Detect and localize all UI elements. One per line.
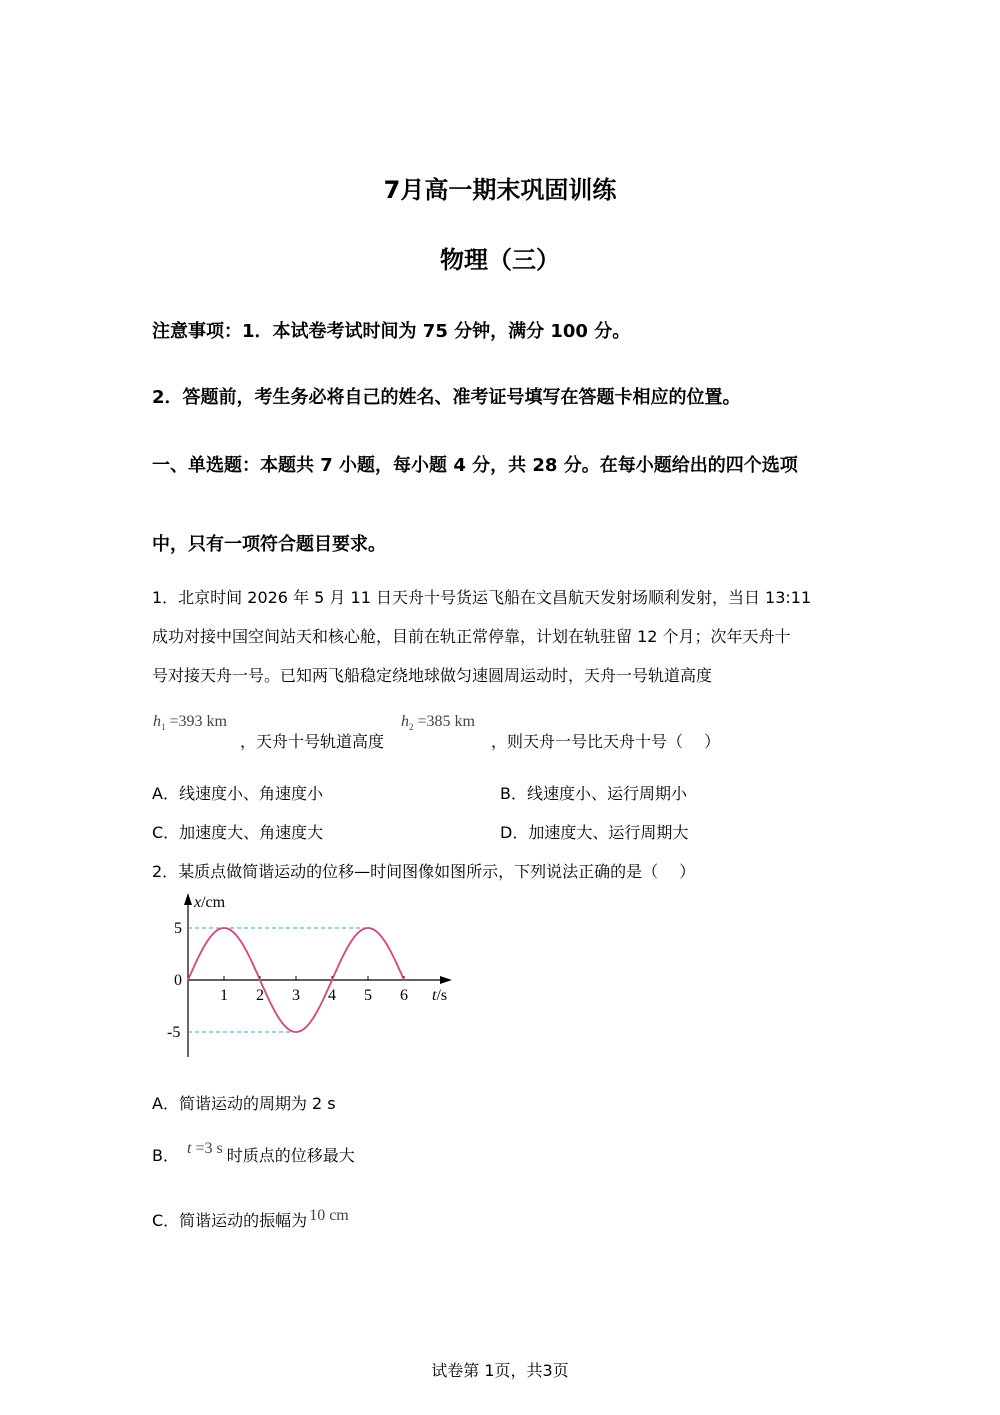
q1-stem-line-3: 号对接天舟一号。已知两飞船稳定绕地球做匀速圆周运动时，天舟一号轨道高度 [152, 666, 713, 685]
y-tick-label: -5 [167, 1024, 181, 1041]
q2-option-b-suffix: 时质点的位移最大 [226, 1146, 355, 1165]
y-axis-label: x/cm [194, 894, 226, 911]
x-tick-label: 2 [256, 987, 264, 1004]
x-tick-label: 1 [220, 987, 228, 1004]
q1-stem-line-1: 1．北京时间 2026 年 5 月 11 日天舟十号货运飞船在文昌航天发射场顺利发射，当日 13:11 [152, 588, 812, 607]
x-tick-label: 4 [328, 987, 336, 1004]
q1-option-b[interactable]: B．线速度小、运行周期小 [500, 784, 687, 803]
q2-option-a[interactable]: A．简谐运动的周期为 2 s [152, 1094, 336, 1113]
q2-option-c[interactable] [152, 1208, 349, 1231]
q1-mid-text: ，天舟十号轨道高度 [240, 732, 385, 751]
notice-line-1: 注意事项：1．本试卷考试时间为 75 分钟，满分 100 分。 [152, 321, 631, 342]
q1-h1-formula: $h_1 =393$ km [153, 713, 227, 733]
q2-stem: 2．某质点做简谐运动的位移—时间图像如图所示，下列说法正确的是（ ） [152, 862, 696, 881]
x-tick-label: 5 [364, 987, 372, 1004]
q2-option-b-prefix: B． [152, 1146, 179, 1165]
section-heading-line-2: 中，只有一项符合题目要求。 [152, 534, 386, 555]
exam-subtitle: 物理（三） [440, 246, 560, 274]
y-tick-label: 0 [174, 972, 182, 989]
q2-option-c-formula: 10 cm [309, 1207, 349, 1224]
y-axis-arrow [184, 893, 192, 905]
q1-option-d[interactable]: D．加速度大、运行周期大 [500, 823, 689, 842]
q2-option-b[interactable] [152, 1140, 355, 1166]
x-axis-label: t/s [432, 987, 448, 1004]
x-axis-arrow [440, 976, 452, 984]
section-heading-line-1: 一、单选题：本题共 7 小题，每小题 4 分，共 28 分。在每小题给出的四个选项 [152, 455, 798, 476]
q1-end-text: ，则天舟一号比天舟十号（ ） [491, 732, 721, 751]
x-tick-label: 3 [292, 987, 300, 1004]
notice-line-2: 2．答题前，考生务必将自己的姓名、准考证号填写在答题卡相应的位置。 [152, 387, 741, 408]
page-footer: 试卷第 1页，共3页 [431, 1361, 569, 1380]
q1-option-a[interactable]: A．线速度小、角速度小 [152, 784, 323, 803]
exam-title: 7月高一期末巩固训练 [383, 176, 617, 204]
y-tick-label: 5 [174, 920, 182, 937]
q1-option-c[interactable]: C．加速度大、角速度大 [152, 823, 324, 842]
q2-option-c-prefix: C．简谐运动的振幅为 [152, 1211, 308, 1230]
q1-stem-line-2: 成功对接中国空间站天和核心舱，目前在轨正常停靠，计划在轨驻留 12 个月；次年天舟十 [152, 627, 791, 646]
q1-h2-formula: $h_2 =385$ km [401, 713, 475, 733]
x-tick-label: 6 [400, 987, 408, 1004]
q2-option-b-formula: t =3 s [186, 1140, 223, 1157]
shm-displacement-time-chart [150, 885, 470, 1065]
